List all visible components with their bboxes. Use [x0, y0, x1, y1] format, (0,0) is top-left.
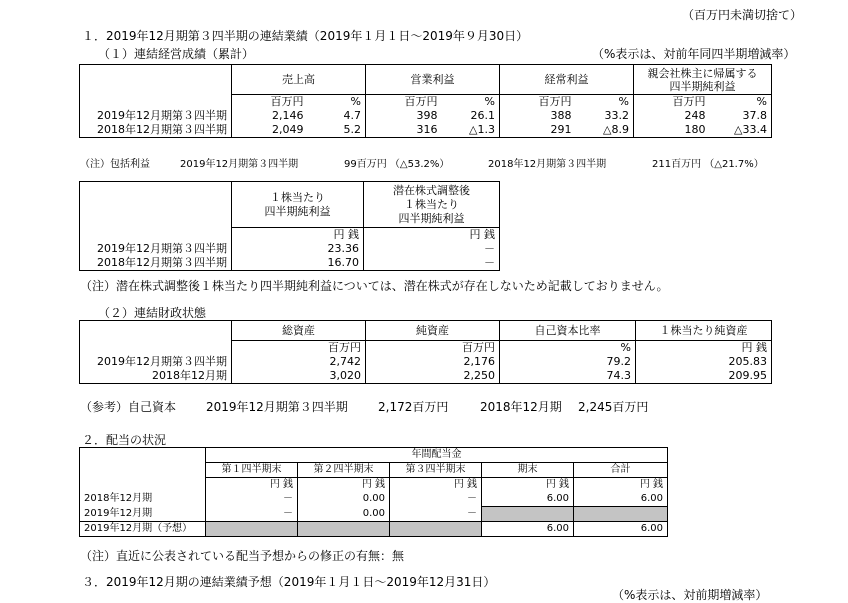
- dividend-note: （注）直近に公表されている配当予想からの修正の有無：無: [80, 549, 405, 563]
- unit-cell: 円 銭: [206, 478, 298, 493]
- table-row: [80, 123, 772, 138]
- header-annual-dividend: 年間配当金: [206, 448, 668, 463]
- value-cell: 0.00: [298, 507, 390, 522]
- value-cell: 33.2: [576, 109, 634, 123]
- value-cell: 209.95: [636, 369, 772, 384]
- value-cell: 316: [366, 123, 442, 138]
- unit-cell: %: [308, 95, 366, 110]
- unit-cell: 百万円: [232, 341, 366, 356]
- reference-equity-value1: 2,172百万円: [378, 400, 449, 414]
- section3-title: ２．配当の状況: [82, 433, 167, 447]
- row-label: 2019年12月期（予想）: [80, 522, 206, 537]
- unit-cell: 百万円: [634, 95, 710, 110]
- unit-cell: 百万円: [366, 95, 442, 110]
- header-total-assets: 総資産: [232, 321, 366, 341]
- unit-cell: 円 銭: [482, 478, 574, 493]
- table-row: [80, 109, 772, 123]
- header-ordinary-income: 経常利益: [500, 65, 634, 95]
- row-label: 2018年12月期第３四半期: [80, 123, 232, 138]
- row-label: 2018年12月期第３四半期: [80, 256, 232, 271]
- value-cell-shaded: [482, 507, 574, 522]
- header-equity-ratio: 自己資本比率: [500, 321, 636, 341]
- table-row: [80, 256, 500, 271]
- value-cell: 6.00: [574, 522, 668, 537]
- value-cell: －: [390, 492, 482, 507]
- header-net-assets: 純資産: [366, 321, 500, 341]
- row-label: 2018年12月期: [80, 492, 206, 507]
- eps-table: [79, 181, 500, 271]
- section2-subtitle: （２）連結財政状態: [98, 306, 207, 320]
- row-label: 2018年12月期: [80, 369, 232, 384]
- value-cell: 6.00: [482, 522, 574, 537]
- value-cell-shaded: [390, 522, 482, 537]
- comprehensive-income-period1: 2019年12月期第３四半期: [180, 159, 299, 170]
- value-cell: 37.8: [710, 109, 772, 123]
- value-cell-shaded: [298, 522, 390, 537]
- value-cell: 23.36: [232, 242, 364, 256]
- unit-cell: 円 銭: [364, 228, 500, 243]
- value-cell: －: [206, 492, 298, 507]
- value-cell: 205.83: [636, 355, 772, 369]
- header-year-end: 期末: [482, 463, 574, 478]
- reference-equity-value2: 2,245百万円: [578, 400, 649, 414]
- header-eps: [232, 182, 364, 228]
- unit-cell: %: [576, 95, 634, 110]
- value-cell: 388: [500, 109, 576, 123]
- eps-note: （注）潜在株式調整後１株当たり四半期純利益については、潜在株式が存在しないため記載しておりません。: [80, 279, 669, 293]
- unit-cell: %: [710, 95, 772, 110]
- corner-cell: [80, 65, 232, 95]
- header-total: 合計: [574, 463, 668, 478]
- header-eps-line2: 四半期純利益: [264, 204, 331, 218]
- value-cell-shaded: [574, 507, 668, 522]
- value-cell: 26.1: [442, 109, 500, 123]
- unit-cell: 円 銭: [298, 478, 390, 493]
- value-cell: 248: [634, 109, 710, 123]
- unit-cell: 百万円: [500, 95, 576, 110]
- value-cell: 2,146: [232, 109, 308, 123]
- value-cell: △33.4: [710, 123, 772, 138]
- value-cell: 74.3: [500, 369, 636, 384]
- table-row: [80, 355, 772, 369]
- value-cell-shaded: [206, 522, 298, 537]
- header-bps: １株当たり純資産: [636, 321, 772, 341]
- header-net-income-line1: 親会社株主に帰属する: [647, 66, 758, 80]
- header-diluted-eps-line2: １株当たり: [404, 197, 459, 211]
- unit-cell: %: [442, 95, 500, 110]
- header-q2-end: 第２四半期末: [298, 463, 390, 478]
- value-cell: 291: [500, 123, 576, 138]
- table-row: [80, 507, 668, 522]
- unit-cell: 円 銭: [574, 478, 668, 493]
- value-cell: 180: [634, 123, 710, 138]
- unit-cell: 円 銭: [232, 228, 364, 243]
- table-row: [80, 492, 668, 507]
- financial-position-table: [79, 320, 772, 384]
- value-cell: △1.3: [442, 123, 500, 138]
- header-diluted-eps-line1: 潜在株式調整後: [393, 183, 470, 197]
- row-label: 2019年12月期第３四半期: [80, 355, 232, 369]
- header-net-income: [634, 65, 772, 95]
- comprehensive-income-label: （注）包括利益: [80, 159, 150, 170]
- unit-cell: 百万円: [232, 95, 308, 110]
- row-label: 2019年12月期第３四半期: [80, 242, 232, 256]
- section1-subtitle: （１）連結経営成績（累計）: [98, 47, 255, 61]
- value-cell: 2,742: [232, 355, 366, 369]
- value-cell: 2,250: [366, 369, 500, 384]
- header-diluted-eps: [364, 182, 500, 228]
- value-cell: 16.70: [232, 256, 364, 271]
- section1-title: １．2019年12月期第３四半期の連結業績（2019年１月１日～2019年９月30日）: [82, 29, 529, 43]
- table-row: [80, 242, 500, 256]
- header-operating-income: 営業利益: [366, 65, 500, 95]
- value-cell: －: [364, 256, 500, 271]
- row-label: 2019年12月期第３四半期: [80, 109, 232, 123]
- value-cell: 3,020: [232, 369, 366, 384]
- row-label: 2019年12月期: [80, 507, 206, 522]
- dividends-table: [79, 447, 668, 537]
- reference-equity-period1: 2019年12月期第３四半期: [206, 400, 348, 414]
- header-net-income-line2: 四半期純利益: [669, 79, 736, 93]
- comprehensive-income-value2: 211百万円 （△21.7%）: [652, 159, 764, 170]
- section1-pct-note: （%表示は、対前年同四半期増減率）: [592, 47, 796, 61]
- table-row: [80, 369, 772, 384]
- table-row: [80, 522, 668, 537]
- value-cell: 79.2: [500, 355, 636, 369]
- reference-equity-period2: 2018年12月期: [480, 400, 562, 414]
- comprehensive-income-value1: 99百万円 （△53.2%）: [344, 159, 450, 170]
- unit-cell: %: [500, 341, 636, 356]
- value-cell: 0.00: [298, 492, 390, 507]
- value-cell: 4.7: [308, 109, 366, 123]
- value-cell: 2,176: [366, 355, 500, 369]
- header-q1-end: 第１四半期末: [206, 463, 298, 478]
- value-cell: －: [364, 242, 500, 256]
- header-sales: 売上高: [232, 65, 366, 95]
- operating-results-table: [79, 64, 772, 138]
- comprehensive-income-period2: 2018年12月期第３四半期: [488, 159, 607, 170]
- value-cell: 2,049: [232, 123, 308, 138]
- reference-equity-label: （参考）自己資本: [80, 400, 177, 414]
- value-cell: －: [206, 507, 298, 522]
- unit-cell: 百万円: [366, 341, 500, 356]
- unit-cell: 円 銭: [390, 478, 482, 493]
- value-cell: －: [390, 507, 482, 522]
- section4-pct-note: （%表示は、対前期増減率）: [612, 588, 768, 602]
- header-eps-line1: １株当たり: [270, 190, 325, 204]
- header-q3-end: 第３四半期末: [390, 463, 482, 478]
- section4-title: ３．2019年12月期の連結業績予想（2019年１月１日～2019年12月31日）: [82, 575, 496, 589]
- unit-cell: 円 銭: [636, 341, 772, 356]
- header-diluted-eps-line3: 四半期純利益: [398, 211, 465, 225]
- value-cell: 5.2: [308, 123, 366, 138]
- unit-note: （百万円未満切捨て）: [682, 8, 803, 22]
- value-cell: 6.00: [574, 492, 668, 507]
- value-cell: 398: [366, 109, 442, 123]
- value-cell: 6.00: [482, 492, 574, 507]
- value-cell: △8.9: [576, 123, 634, 138]
